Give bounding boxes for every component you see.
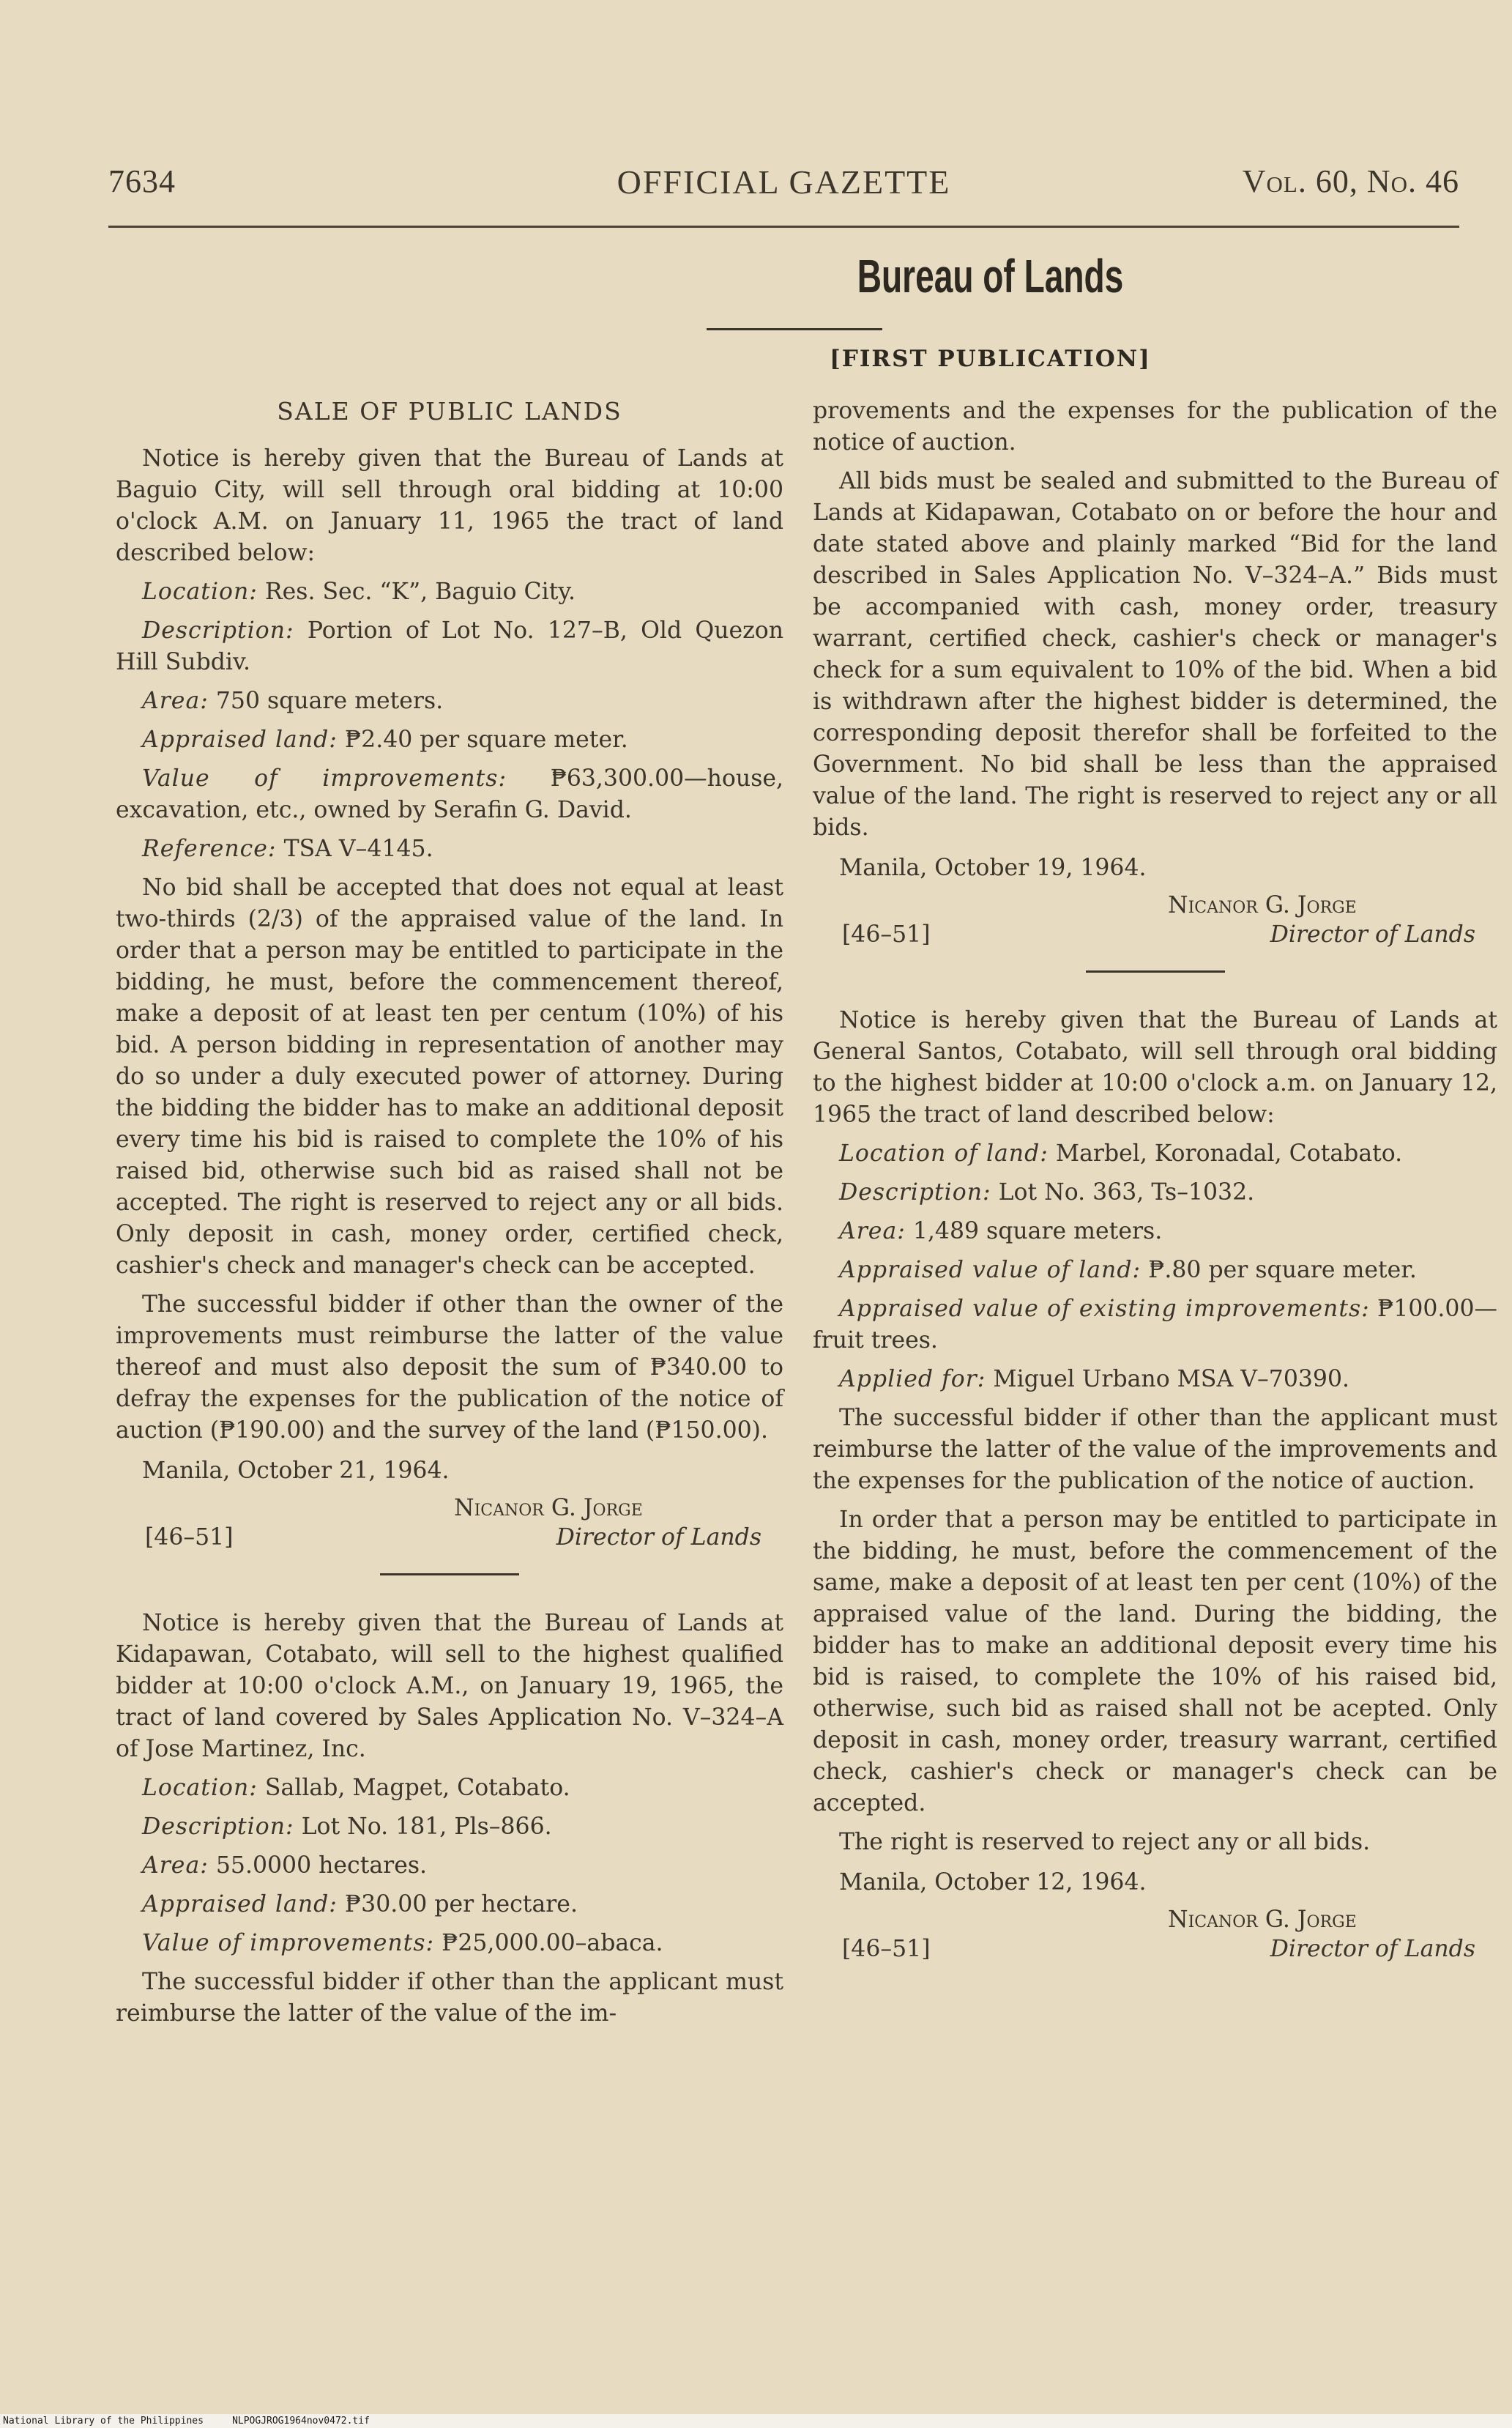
signatory-name: Nicanor G. Jorge [454,1495,643,1521]
notice3-paragraph: In order that a person may be entitled to participate in the bidding, he must, before the commencement of the same, make a deposit of at least ten per cent (10%) of the appraised value of the land. During the bidding, the bidder has to make an additional deposit every time his bid is raised, to complete the 10% of his raised bid, otherwise, such bid as raised shall not be acepted. Only deposit in cash, money order, treasury warrant, certified check, cashier's check or manager's check can be accepted. [813,1507,1497,1816]
notice1-signature [116,1493,783,1556]
notice1-improvements: Value of improvements: ₱63,300.00—house, excavation, etc., owned by Serafin G. David. [116,765,784,823]
notice3-intro: Notice is hereby given that the Bureau of Lands at General Santos, Cotabato, will sell through oral bidding to the highest bidder at 10:00 o'clock a.m. on January 12, 1965 the tract of land described below: [813,1007,1497,1128]
right-column [813,396,1497,1975]
notice1-location: Location: Res. Sec. “K”, Baguio City. [142,579,576,605]
signatory-role: Director of Lands [1270,1936,1475,1962]
notice2-improvements: Value of improvements: ₱25,000.00–abaca. [142,1930,663,1956]
notice2-intro: Notice is hereby given that the Bureau of Lands at Kidapawan, Cotabato, will sell to the highest qualified bidder at 10:00 o'clock A.M., on January 19, 1965, the tract of land covered by Sales Application No. V–324–A of Jose Martinez, Inc. [116,1610,783,1762]
page-number: 7634 [108,163,176,199]
signatory-name: Nicanor G. Jorge [1168,1907,1357,1933]
notice3-area: Area: 1,489 square meters. [839,1218,1163,1244]
notice2-signature [813,890,1497,953]
notice2-description: Description: Lot No. 181, Pls–866. [142,1813,552,1840]
notice3-paragraph: The successful bidder if other than the applicant must reimburse the latter of the value of the improvements and the expenses for the publication of the notice of auction. [813,1405,1497,1494]
signatory-name: Nicanor G. Jorge [1168,892,1357,918]
notice3-appraised: Appraised value of land: ₱.80 per square meter. [839,1257,1417,1283]
reference-code: [46–51] [145,1524,234,1551]
notice1-reference: Reference: TSA V–4145. [142,836,433,862]
notice3-improvements: Appraised value of existing improvements: ₱100.00—fruit trees. [813,1296,1497,1354]
notice1-date: Manila, October 21, 1964. [142,1458,450,1484]
volume-number: Vol. 60, No. 46 [1242,163,1459,199]
notice-heading: SALE OF PUBLIC LANDS [277,397,622,426]
running-header [108,163,1459,207]
notice-divider [1086,970,1225,973]
reference-code: [46–51] [842,921,931,948]
notice1-description: Description: Portion of Lot No. 127–B, Old Quezon Hill Subdiv. [116,617,783,675]
notice2-date: Manila, October 19, 1964. [839,855,1147,881]
notice2-paragraph: provements and the expenses for the publication of the notice of auction. [813,398,1497,456]
signatory-role: Director of Lands [1270,921,1475,948]
notice1-paragraph: No bid shall be accepted that does not equal at least two-thirds (2/3) of the appraised value of the land. In order that a person may be entitled to participate in the bidding, he must, before the commencement thereof, make a deposit of at least ten per centum (10%) of his bid. A person bidding in representation of another may do so under a duly executed power of attorney. During the bidding the bidder has to make an additional deposit every time his bid is raised to complete the 10% of his raised bid, otherwise such bid as raised shall not be accepted. The right is reserved to reject any or all bids. Only deposit in cash, money order, certified check, cashier's check and manager's check can be accepted. [116,875,783,1279]
header-rule [108,226,1459,228]
notice1-intro: Notice is hereby given that the Bureau of Lands at Baguio City, will sell through oral bidding at 10:00 o'clock A.M. on January 11, 1965 the tract of land described below: [116,445,783,566]
signatory-role: Director of Lands [556,1524,761,1551]
publication-title: OFFICIAL GAZETTE [617,163,951,201]
notice3-paragraph: The right is reserved to reject any or all bids. [839,1829,1371,1855]
notice2-location: Location: Sallab, Magpet, Cotabato. [142,1775,570,1801]
notice2-appraised: Appraised land: ₱30.00 per hectare. [142,1891,578,1917]
scan-footer: National Library of the Philippines NLPOGJROG1964nov0472.tif [0,2414,1512,2428]
notice3-description: Description: Lot No. 363, Ts–1032. [839,1179,1255,1206]
publication-note: [FIRST PUBLICATION] [830,346,1151,372]
notice-divider [380,1573,519,1575]
section-rule [707,328,882,330]
notice2-paragraph: The successful bidder if other than the applicant must reimburse the latter of the value of the im- [116,1969,783,2027]
notice3-applied: Applied for: Miguel Urbano MSA V–70390. [839,1366,1349,1392]
section-title: Bureau of Lands [857,250,1124,302]
notice3-location: Location of land: Marbel, Koronadal, Cotabato. [839,1140,1403,1167]
notice3-signature [813,1904,1497,1967]
notice1-paragraph: The successful bidder if other than the owner of the improvements must reimburse the latter of the value thereof and must also deposit the sum of ₱340.00 to defray the expenses for the publication of the notice of auction (₱190.00) and the survey of the land (₱150.00). [116,1291,783,1444]
notice3-date: Manila, October 12, 1964. [839,1869,1147,1896]
notice2-paragraph: All bids must be sealed and submitted to the Bureau of Lands at Kidapawan, Cotabato on or before the hour and date stated above and plainly marked “Bid for the land described in Sales Application No. V–324–A.” Bids must be accompanied with cash, money order, treasury warrant, certified check, cashier's check or manager's check for a sum equivalent to 10% of the bid. When a bid is withdrawn after the highest bidder is determined, the corresponding deposit therefor shall be forfeited to the Government. No bid shall be less than the appraised value of the land. The right is reserved to reject any or all bids. [813,468,1497,841]
notice1-area: Area: 750 square meters. [142,688,444,714]
left-column [116,396,783,2037]
notice1-appraised: Appraised land: ₱2.40 per square meter. [142,727,628,753]
reference-code: [46–51] [842,1936,931,1962]
notice2-area: Area: 55.0000 hectares. [142,1852,428,1879]
